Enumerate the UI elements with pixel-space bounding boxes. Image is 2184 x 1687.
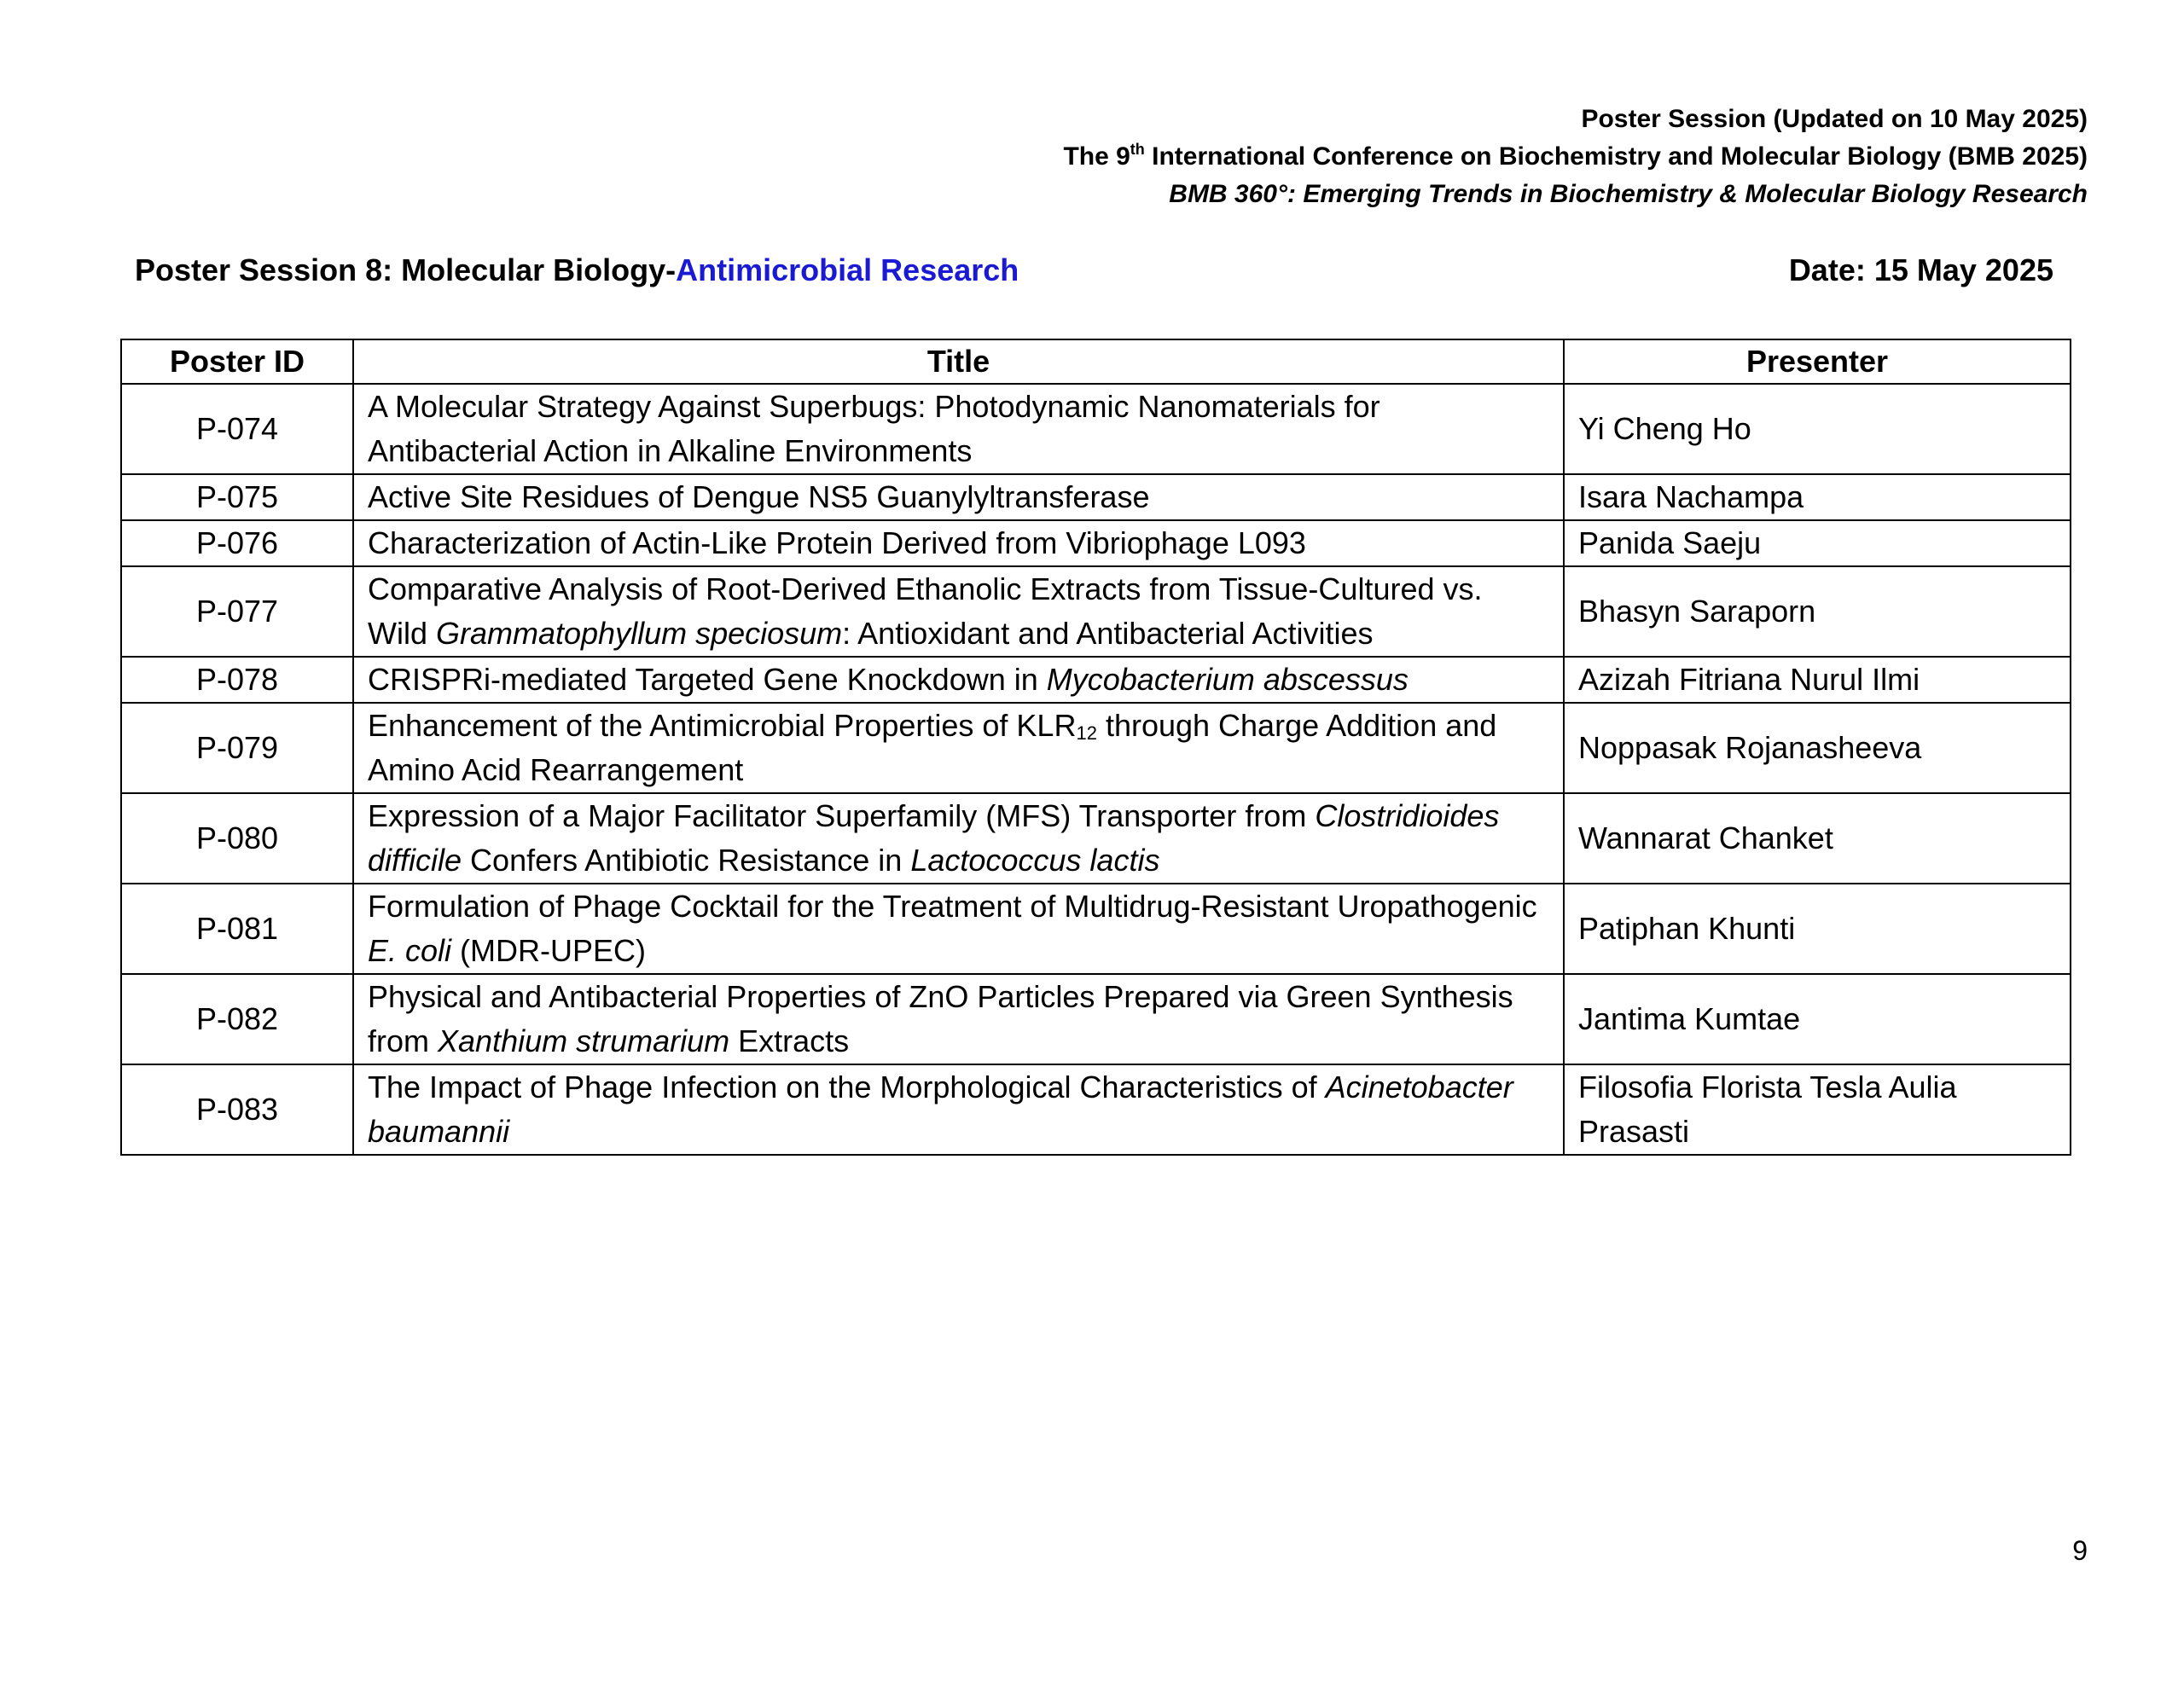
poster-id-cell: P-077 bbox=[121, 566, 353, 657]
header-conference-line bbox=[1063, 138, 2088, 176]
presenter-cell: Noppasak Rojanasheeva bbox=[1564, 703, 2071, 793]
title-segment: Expression of a Major Facilitator Superfamily (MFS) Transporter from bbox=[368, 798, 1316, 833]
title-segment: Active Site Residues of Dengue NS5 Guanylyltransferase bbox=[368, 479, 1150, 514]
presenter-cell: Filosofia Florista Tesla Aulia Prasasti bbox=[1564, 1064, 2071, 1155]
title-segment: Extracts bbox=[729, 1023, 850, 1058]
presenter-cell: Wannarat Chanket bbox=[1564, 793, 2071, 884]
session-title bbox=[135, 252, 1019, 288]
table-body bbox=[121, 384, 2071, 1155]
title-segment: 12 bbox=[1076, 722, 1097, 744]
title-segment: (MDR-UPEC) bbox=[451, 933, 647, 968]
header-theme-line: BMB 360°: Emerging Trends in Biochemistry & Molecular Biology Research bbox=[1169, 180, 2088, 208]
title-segment: Mycobacterium abscessus bbox=[1046, 662, 1409, 697]
title-segment: E. coli bbox=[368, 933, 452, 968]
poster-id-cell: P-083 bbox=[121, 1064, 353, 1155]
poster-id-cell: P-079 bbox=[121, 703, 353, 793]
title-segment: A Molecular Strategy Against Superbugs: Photodynamic Nanomaterials for Antibacterial Action in Alkaline Environments bbox=[368, 389, 1380, 468]
table-row bbox=[121, 474, 2071, 520]
title-segment: Clostridioides difficile bbox=[368, 798, 1500, 878]
header-title: Title bbox=[353, 339, 1564, 384]
presenter-cell: Panida Saeju bbox=[1564, 520, 2071, 566]
poster-id-cell: P-082 bbox=[121, 974, 353, 1064]
presenter-cell: Azizah Fitriana Nurul Ilmi bbox=[1564, 657, 2071, 703]
header-conference-name: International Conference on Biochemistry and Molecular Biology (BMB 2025) bbox=[1144, 142, 2088, 171]
title-segment: Comparative Analysis of Root-Derived Ethanolic Extracts from Tissue-Cultured vs. Wild bbox=[368, 571, 1483, 651]
poster-id-cell: P-075 bbox=[121, 474, 353, 520]
title-segment: Lactococcus lactis bbox=[910, 843, 1160, 878]
header-conference-prefix: The 9 bbox=[1063, 142, 1130, 171]
presenter-cell: Isara Nachampa bbox=[1564, 474, 2071, 520]
document-header bbox=[1063, 101, 2088, 213]
poster-title-cell bbox=[353, 884, 1564, 974]
poster-id-cell: P-080 bbox=[121, 793, 353, 884]
presenter-cell: Jantima Kumtae bbox=[1564, 974, 2071, 1064]
table-row bbox=[121, 1064, 2071, 1155]
title-segment: Formulation of Phage Cocktail for the Treatment of Multidrug-Resistant Uropathogenic bbox=[368, 889, 1537, 924]
header-ordinal-suffix: th bbox=[1130, 141, 1145, 158]
poster-title-cell bbox=[353, 703, 1564, 793]
poster-id-cell: P-074 bbox=[121, 384, 353, 474]
presenter-cell: Bhasyn Saraporn bbox=[1564, 566, 2071, 657]
page-number: 9 bbox=[2072, 1535, 2088, 1566]
presenter-cell: Patiphan Khunti bbox=[1564, 884, 2071, 974]
poster-table bbox=[120, 339, 2071, 1156]
table-header-row bbox=[121, 339, 2071, 384]
title-segment: Physical and Antibacterial Properties of ZnO Particles Prepared via Green Synthesis from bbox=[368, 979, 1513, 1058]
title-segment: Confers Antibiotic Resistance in bbox=[462, 843, 911, 878]
title-segment: Characterization of Actin-Like Protein Derived from Vibriophage L093 bbox=[368, 525, 1306, 560]
poster-title-cell bbox=[353, 657, 1564, 703]
presenter-cell: Yi Cheng Ho bbox=[1564, 384, 2071, 474]
table-row bbox=[121, 793, 2071, 884]
poster-title-cell bbox=[353, 974, 1564, 1064]
session-date: Date: 15 May 2025 bbox=[1788, 252, 2053, 287]
session-title-prefix: Poster Session 8: Molecular Biology- bbox=[135, 252, 677, 287]
poster-title-cell bbox=[353, 474, 1564, 520]
session-title-accent: Antimicrobial Research bbox=[676, 252, 1019, 287]
poster-title-cell bbox=[353, 1064, 1564, 1155]
title-segment: through Charge Addition and Amino Acid Rearrangement bbox=[368, 708, 1497, 787]
poster-title-cell bbox=[353, 384, 1564, 474]
poster-title-cell bbox=[353, 520, 1564, 566]
table-row bbox=[121, 703, 2071, 793]
header-update-line: Poster Session (Updated on 10 May 2025) bbox=[1581, 105, 2088, 133]
poster-title-cell bbox=[353, 566, 1564, 657]
poster-id-cell: P-078 bbox=[121, 657, 353, 703]
header-presenter: Presenter bbox=[1564, 339, 2071, 384]
title-segment: The Impact of Phage Infection on the Morphological Characteristics of bbox=[368, 1070, 1326, 1104]
table-row bbox=[121, 974, 2071, 1064]
poster-id-cell: P-076 bbox=[121, 520, 353, 566]
table-row bbox=[121, 657, 2071, 703]
title-segment: Grammatophyllum speciosum bbox=[436, 616, 843, 651]
title-segment: Acinetobacter baumannii bbox=[368, 1070, 1513, 1149]
title-segment: Xanthium strumarium bbox=[438, 1023, 730, 1058]
poster-id-cell: P-081 bbox=[121, 884, 353, 974]
poster-title-cell bbox=[353, 793, 1564, 884]
title-segment: CRISPRi-mediated Targeted Gene Knockdown in bbox=[368, 662, 1047, 697]
table-row bbox=[121, 520, 2071, 566]
table-row bbox=[121, 384, 2071, 474]
title-segment: Enhancement of the Antimicrobial Properties of KLR bbox=[368, 708, 1077, 743]
table-row bbox=[121, 566, 2071, 657]
title-segment: : Antioxidant and Antibacterial Activities bbox=[842, 616, 1374, 651]
header-poster-id: Poster ID bbox=[121, 339, 353, 384]
table-row bbox=[121, 884, 2071, 974]
